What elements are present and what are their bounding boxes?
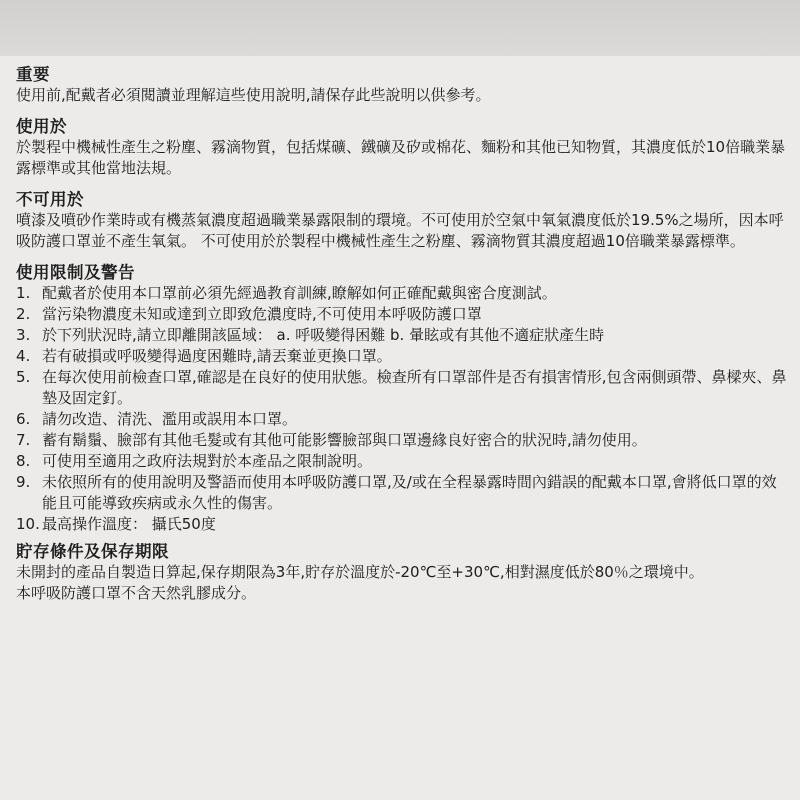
list-item-number: 8. bbox=[16, 452, 31, 470]
list-item-text: 請勿改造、清洗、濫用或誤用本口罩。 bbox=[42, 410, 298, 428]
list-item-text: 最高操作溫度： 攝氏50度 bbox=[42, 515, 216, 533]
list-item-text: 當污染物濃度未知或達到立即致危濃度時,不可使用本呼吸防護口罩 bbox=[42, 305, 482, 323]
list-item-number: 9. bbox=[16, 473, 31, 491]
list-item-number: 3. bbox=[16, 326, 31, 344]
list-item bbox=[16, 430, 788, 451]
not-for-text: 噴漆及噴砂作業時或有機蒸氣濃度超過職業暴露限制的環境。不可使用於空氣中氧氣濃度低於19.5%之場所，因本呼吸防護口罩並不產生氧氣。 不可使用於於製程中機械性產生之粉塵、霧滴物質其濃度超過10倍職業暴露標準。 bbox=[16, 211, 784, 250]
heading-usage: 使用於 bbox=[16, 117, 67, 136]
list-item-text: 可使用至適用之政府法規對於本產品之限制說明。 bbox=[42, 452, 373, 470]
heading-storage: 貯存條件及保存期限 bbox=[16, 542, 169, 561]
list-item-text: 未依照所有的使用說明及警語而使用本呼吸防護口罩,及/或在全程暴露時間內錯誤的配戴本口罩,會將低口罩的效能且可能導致疾病或永久性的傷害。 bbox=[42, 473, 777, 512]
list-item-text: 在每次使用前檢查口罩,確認是在良好的使用狀態。檢查所有口罩部件是否有損害情形,包含兩側頭帶、鼻樑夾、鼻墊及固定釘。 bbox=[42, 368, 787, 407]
storage-note: 本呼吸防護口罩不含天然乳膠成分。 bbox=[16, 584, 257, 602]
list-item bbox=[16, 325, 788, 346]
list-item-text: 蓄有鬍鬚、臉部有其他毛髮或有其他可能影響臉部與口罩邊緣良好密合的狀況時,請勿使用。 bbox=[42, 431, 647, 449]
heading-important: 重要 bbox=[16, 65, 50, 84]
list-item bbox=[16, 451, 788, 472]
list-item-number: 6. bbox=[16, 410, 31, 428]
list-item bbox=[16, 367, 788, 409]
list-item bbox=[16, 472, 788, 514]
list-item bbox=[16, 409, 788, 430]
list-item bbox=[16, 514, 788, 535]
document-content bbox=[16, 64, 788, 604]
usage-text: 於製程中機械性產生之粉塵、霧滴物質，包括煤礦、鐵礦及矽或棉花、麵粉和其他已知物質，其濃度低於10倍職業暴露標準或其他當地法規。 bbox=[16, 138, 786, 177]
list-item-number: 7. bbox=[16, 431, 31, 449]
heading-not-for: 不可用於 bbox=[16, 190, 84, 209]
list-item-text: 於下列狀況時,請立即離開該區域： a. 呼吸變得困難 b. 暈眩或有其他不適症狀產生時 bbox=[42, 326, 605, 344]
heading-limits: 使用限制及警告 bbox=[16, 263, 135, 282]
list-item-number: 4. bbox=[16, 347, 31, 365]
important-text: 使用前,配戴者必須閱讀並理解這些使用說明,請保存此些說明以供參考。 bbox=[16, 86, 491, 104]
storage-text: 未開封的產品自製造日算起,保存期限為3年,貯存於溫度於-20℃至+30℃,相對濕度低於80％之環境中。 bbox=[16, 563, 704, 581]
list-item-number: 2. bbox=[16, 305, 31, 323]
list-item-number: 1. bbox=[16, 284, 31, 302]
list-item bbox=[16, 304, 788, 325]
list-item-text: 若有破損或呼吸變得過度困難時,請丟棄並更換口罩。 bbox=[42, 347, 392, 365]
limits-list bbox=[16, 283, 788, 535]
list-item-number: 10. bbox=[16, 515, 40, 533]
list-item bbox=[16, 346, 788, 367]
top-background bbox=[0, 0, 800, 60]
list-item bbox=[16, 283, 788, 304]
list-item-text: 配戴者於使用本口罩前必須先經過教育訓練,瞭解如何正確配戴與密合度測試。 bbox=[42, 284, 557, 302]
list-item-number: 5. bbox=[16, 368, 31, 386]
